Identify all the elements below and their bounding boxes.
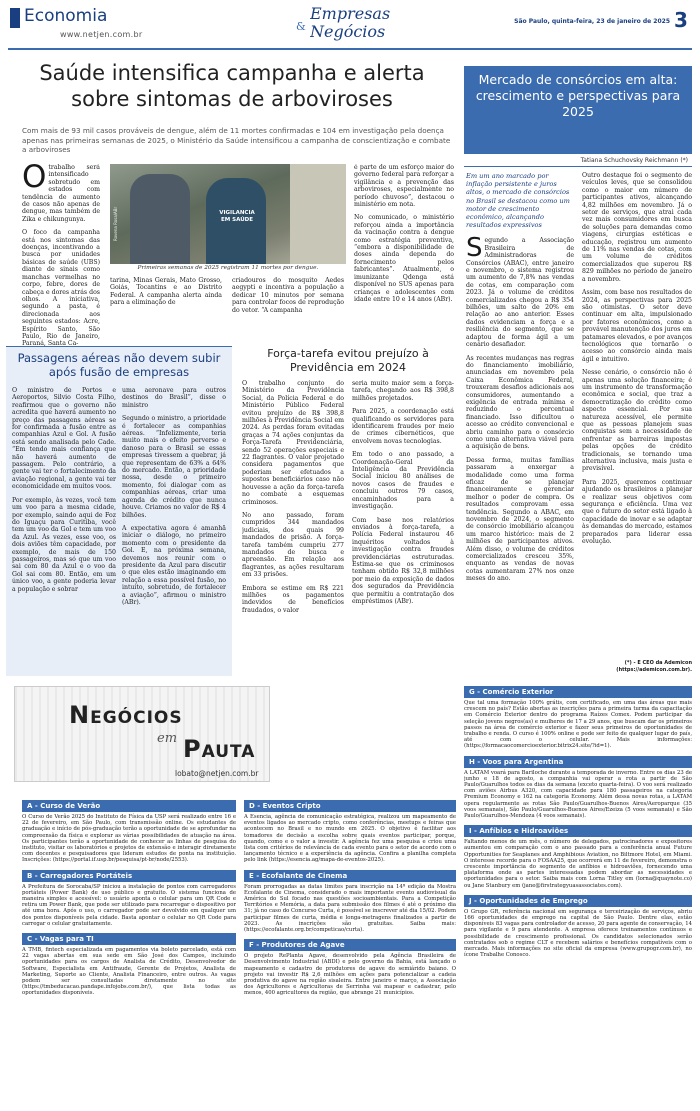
- pauta-item: [244, 800, 456, 866]
- forca-col2: [352, 380, 454, 676]
- paragraph: trabalho será intensificado sobretudo em estados com tendência de aumento de casos não apenas de dengue, mas também de Zika e chikungunya.: [22, 164, 100, 223]
- logo-top: Empresas: [310, 4, 391, 23]
- pauta-item: [244, 870, 456, 936]
- main-photo: [110, 164, 346, 264]
- pauta-logo: [14, 686, 270, 782]
- main-dropcap: O: [22, 164, 47, 195]
- passagens-title: Passagens aéreas não devem subir após fusão de empresas: [17, 351, 221, 379]
- pauta-item: [464, 825, 692, 891]
- consorcios-title: Mercado de consórcios em alta: crescimento e perspectivas para 2025: [475, 72, 681, 119]
- header-rule: [8, 48, 692, 50]
- paragraph: O trabalho conjunto do Ministério da Previdência Social, da Polícia Federal e do Ministério Público Federal evitou prejuízo de R$ 398,8 milhões à Previdência Social em 2024. As perdas foram evitadas graças a 74 ações conjuntas da Força-Tarefa Previdenciária, sendo 52 operações especiais e 22 flagrantes. O valor projetado considera pagamentos que poderiam ser efetuados a supostos beneficiários caso não houvesse a ação da força-tarefa no combate a esquemas criminosos.: [242, 380, 344, 506]
- forca-col1: [242, 380, 344, 676]
- pauta-logo-line1: Negócios: [69, 701, 183, 729]
- consorcios-author: Tatiana Schuchovsky Reichmann (*): [464, 157, 692, 167]
- passagens-col2: [122, 387, 226, 675]
- pauta-item-body: A TMB, fintech especializada em pagamentos via boleto parcelado, está com 22 vagas abertas em sua sede em São José dos Campos, incluindo oportunidades para os cargos de Analista de Crédito, Desenvolvedor de Software, Especialista em Antifraude, Gerente de Projetos, Analista de Marketing, Suporte ao Cliente, Analista Financeiro, entre outros. As vagas podem ser consultadas diretamente no site (https://tmbeducacao.pandape.infojobs.com.br/), que lista todas as oportunidades disponíveis.: [22, 947, 236, 997]
- main-col2: [110, 277, 222, 337]
- pauta-item-head: F - Produtores de Agave: [244, 939, 456, 951]
- main-headline: Saúde intensifica campanha e alerta sobre sintomas de arboviroses: [39, 61, 425, 111]
- pauta-item-head: B - Carregadores Portáteis: [22, 870, 236, 882]
- pauta-item-body: O Curso de Verão 2025 do Instituto de Física da USP será realizado entre 16 e 22 de fevereiro, em São Paulo, com transmissão online. Os estudantes de graduação e início de pós-graduação terão a oportunidade de se aprofundar na compreensão da física e explorar as várias possibilidades de atuação na área. Os participantes terão a oportunidade de conhecer as linhas de pesquisa do instituto, visitar os laboratórios e projetos de extensão e interagir diretamente com docentes e pesquisadores que lideram estudos de ponta na instituição. Inscrições: (https://portal.if.usp.br/pesquisa/pt-br/node/2553).: [22, 814, 236, 864]
- paragraph: é parte de um esforço maior do governo federal para reforçar a vigilância e a prevenção das arboviroses, especialmente no período chuvoso”, destacou o ministério em nota.: [354, 164, 454, 209]
- photo-wall: [290, 164, 346, 264]
- pauta-col-right: [464, 686, 692, 1106]
- consorcios-body1: [466, 233, 574, 583]
- photo-figure: [130, 174, 190, 264]
- pauta-item-head: H - Voos para Argentina: [464, 756, 692, 768]
- pauta-email[interactable]: lobato@netjen.com.br: [175, 769, 259, 778]
- forca-title: Força-tarefa evitou prejuízo à Previdência em 2024: [267, 347, 429, 374]
- consorcios-col2: [582, 172, 692, 652]
- pauta-item: [244, 939, 456, 998]
- footnote-ceo: (*) - É CEO da Ademicon: [624, 660, 692, 666]
- paragraph: Dessa forma, muitas famílias passaram a enxergar a modalidade como uma forma eficaz de se planejar financeiramente e gerenciar melhor o poder de compra. Os resultados comprovam essa tendência. Segundo a ABAC, em novembro de 2024, o segmento de consórcio imobiliário alcançou um marco histórico: mais de 2 milhões de participantes ativos. Além disso, o volume de créditos comercializados cresceu 35%, enquanto as vendas de novas cotas aumentaram 27% nos onze meses do ano.: [466, 456, 574, 583]
- paragraph: Assim, com base nos resultados de 2024, as perspectivas para 2025 são otimistas. O setor deve continuar em alta, impulsionado por fatores econômicos, como a provável manutenção dos juros em patamares elevados, e por avanços tecnológicos que tornarão o acesso ao consórcio ainda mais ágil e intuitivo.: [582, 289, 692, 363]
- pauta-item-head: C - Vagas para TI: [22, 933, 236, 945]
- paragraph: O foco da campanha está nos sintomas das doenças, incentivando a busca por unidades básicas de saúde (UBS) diante de sinais como manchas vermelhas no corpo, febre, dores de cabeça e dores atrás dos olhos. A iniciativa, segundo a pasta, é direcionada aos seguintes estados: Acre, Espírito Santo, São Paulo, Rio de Janeiro, Paraná, Santa Ca-: [22, 229, 100, 346]
- pauta-item-head: E - Ecofalante de Cinema: [244, 870, 456, 882]
- paragraph: Em todo o ano passado, a Coordenação-Geral da Inteligência da Previdência Social iniciou 80 análises de novos casos de fraudes e concluiu outros 79 casos, encaminhados para a investigação.: [352, 451, 454, 511]
- passagens-col1: [12, 387, 116, 675]
- page-number: 3: [674, 8, 688, 32]
- site-url[interactable]: www.netjen.com.br: [60, 30, 143, 39]
- pauta-item-head: D - Eventos Cripto: [244, 800, 456, 812]
- pauta-item-body: Faltando menos de um mês, o número de delegados, patrocinadores e expositores aumentou em comparação com o ano passado para a conferência anual Future Opportunities for Seaplanes and Amphibious Aviation, no Biltmore Hotel, em Miami. O interesse recorde para o FOSAA25, que ocorrerá em 11 de fevereiro, demonstra o crescente importância do segmento de anfíbios e hidroaviões, fornecendo uma plataforma onde as partes interessadas podem abordar as necessidades e oportunidades para o setor. Saiba mais com Lorna Titley em (lorna@quaynote.co) ou Jane Stanbury em (jane@firstrategyuasassociates.com).: [464, 839, 692, 889]
- consorcios-col1: [466, 172, 574, 680]
- main-col1: [22, 164, 100, 346]
- logo-bottom: Negócios: [310, 22, 386, 41]
- pauta-item-body: A LATAM voará para Bariloche durante a temporada de inverno. Entre os dias 23 de junho e 18 de agosto, a companhia vai operar a rota a partir de São Paulo/Guarulhos todos os dias da semana (exceto quarta-feira). O voo será realizado com aviões Airbus A320, com capacidade para 180 passageiros na categoria Premium Economy e 162 na categoria Economy. Além dessa novas rotas, a LATAM opera regularmente as rotas São Paulo/Guarulhos-Buenos Aires/Aeroparque (35 voos semanais), São Paulo/Guarulhos-Buenos Aires/Ezeiza (5 voos semanais) e São Paulo/Guarulhos-Mendoza (4 voos semanais).: [464, 769, 692, 820]
- pauta-logo-line2: em: [157, 731, 178, 746]
- pauta-item-head: A - Curso de Verão: [22, 800, 236, 812]
- paragraph: A expectativa agora é amanhã iniciar o diálogo, no primeiro momento com o presidente da Gol. E, na próxima semana, devemos nos reunir com o presidente da Azul para discutir o que eles estão imaginando em relação a essa possível fusão, no intuito, sobretudo, de fortalecer a aviação”, afirmou o ministro (ABr).: [122, 524, 226, 606]
- pauta-item-head: I - Anfíbios e Hidroaviões: [464, 825, 692, 837]
- paragraph: Com base nos relatórios enviados à força-tarefa, a Polícia Federal instaurou 46 inquéritos voltados à investigação contra fraudes previdenciárias estruturadas. Estima-se que os criminosos tenham obtido R$ 32,8 milhões por meio da exposição de dados dos segurados da Previdência que permitiu a contratação dos empréstimos (ABr).: [352, 516, 454, 605]
- paragraph: Segundo o ministro, a prioridade é fortalecer as companhias aéreas. “Infelizmente, teria muito mais o efeito perverso e danoso para o Brasil se essas empresas tivessem a quebrar, já que representam de 63% a 64% do mercado. Então, a prioridade nossa, desde o primeiro momento, foi dialogar com as companhias aéreas, criar uma agenda de crédito que nunca houve. Criamos no valor de R$ 4 bilhões.: [122, 415, 226, 519]
- footnote-url[interactable]: (https://ademicon.com.br).: [616, 667, 692, 673]
- page-header: [0, 0, 700, 52]
- pauta-item-body: Foram prorrogadas as datas limites para inscrição na 14ª edição da Mostra Ecofalante de Cinema, considerado o mais importante evento audiovisual da América do Sul focado nas questões socioambientais. Para a Competição Territórios e Memória, a data para submissão dos filmes é até o próximo dia 31; já no caso do Concurso Curta, é possível se inscrever até dia 15/02. Podem participar filmes de curta, média e longa-metragens finalizados a partir de 2023. As inscrições são gratuitas. Saiba mais: (https://ecofalante.org.br/competicao/curta).: [244, 883, 456, 934]
- paragraph: Por exemplo, às vezes, você tem um voo para a mesma cidade, por exemplo, saindo aqui de Foz do Iguaçu para Curitiba, você tem um voo da Gol e tem um voo da Azul. Às vezes, esse voo, os dois aviões têm capacidade, por exemplo, de mais de 150 passageiros, mas só que um voo sai com 80 da Azul e o voo da Gol sai com 80. Então, em um único voo, a gente poderia levar a população e sobrar: [12, 496, 116, 593]
- pauta-item-body: A Prefeitura de Sorocaba/SP iniciou a instalação de pontos com carregadores portáteis (Power Bank) de uso público e gratuito. O sistema funciona de maneira simples e acessível: o usuário aponta o celular para um QR Code e retira um Power Bank, que pode ser utilizado para recarregar o dispositivo por até uma hora. Após o uso, o carregador pode ser devolvido em qualquer um dos pontos disponíveis pela cidade. Basta apontar o celular no QR Code para carregar o celular gratuitamente.: [22, 883, 236, 927]
- pauta-item: [22, 933, 236, 999]
- issue-date: São Paulo, quinta-feira, 23 de janeiro de 2025: [514, 18, 670, 25]
- pauta-col-mid: [244, 800, 456, 1106]
- paragraph: criadouros do mosquito Aedes aegypti e incentiva a população a dedicar 10 minutos por semana para controlar focos de reprodução do vetor. “A campanha: [232, 277, 344, 314]
- main-col3: [232, 277, 344, 337]
- consorcios-footnote: [582, 660, 692, 678]
- paragraph: uma aeronave para outros destinos do Brasil”, disse o ministro: [122, 387, 226, 409]
- paragraph: tarina, Minas Gerais, Mato Grosso, Goiás, Tocantins e ao Distrito Federal. A campanha alerta ainda para a eliminação de: [110, 277, 222, 307]
- pauta-item-body: Que tal uma formação 100% grátis, com certificado, em uma das áreas que mais crescem no país? Estão abertas as inscrições para a primeira turma da capacitação em Comércio Exterior dentro do programa Raízes Comex. Podem participar da seleção jovens negros(as) e mulheres de 17 a 29 anos, que buscam dar os primeiros passos na área de comércio exterior e fazer seus primeiros de oportunidades de trabalho e renda. O curso é 100% online e pode ser feito de qualquer lugar do país, até com o celular. Mais informações: (https://formacaocomercioexterior.bitrix24.site/?id=1).: [464, 700, 692, 750]
- paragraph: No ano passado, foram cumpridos 344 mandados judiciais, dos quais 99 mandados de prisão. A força-tarefa também cumpriu 277 mandados de busca e apreensão. Em relação aos flagrantes, as ações resultaram em 33 prisões.: [242, 511, 344, 579]
- paragraph: As recentes mudanças nas regras do financiamento imobiliário, anunciadas em novembro pela Caixa Econômica Federal, trouxeram desafios adicionais aos consumidores, aumentando a exigência de entrada mínima e reduzindo o percentual financiado. Isso dificultou o acesso ao crédito convencional e abriu caminho para o consórcio como uma alternativa viável para a aquisição de bens.: [466, 354, 574, 451]
- section-name: Economia: [24, 6, 108, 26]
- consorcios-dropcap: S: [466, 233, 483, 264]
- pauta-item: [22, 870, 236, 929]
- logo: [296, 4, 426, 48]
- paragraph: O ministro de Portos e Aeroportos, Silvio Costa Filho, reafirmou que o governo não acredita que haverá aumento no preço das passagens aéreas se for confirmada a fusão entre as companhias Azul e Gol. A fusão está sendo analisada pelo Cade. “Em tendo mais confiança que não haverá aumento de passagem. Pelo contrário, a gente vai ter o fortalecimento da aviação regional, a gente vai ter economicidade em muitos voos.: [12, 387, 116, 491]
- pauta-item: [22, 800, 236, 866]
- pauta-item-head: J - Oportunidades de Emprego: [464, 895, 692, 907]
- paragraph: Embora se estime em R$ 221 milhões os pagamentos indevidos de benefícios fraudados, o valor: [242, 584, 344, 614]
- paragraph: Para 2025, queremos continuar ajudando os brasileiros a planejar e realizar seus objetivos com segurança e eficiência. Uma vez que o futuro do setor está ligado à capacidade de inovar e se adaptar às demandas do mercado, estamos preparados para liderar essa evolução.: [582, 478, 692, 546]
- logo-amp: &: [296, 20, 306, 33]
- photo-credit: Rovena Rosa/ABr: [113, 206, 118, 241]
- pauta-item-body: A Esencia, agência de comunicação estratégica, realizou um mapeamento de eventos ligados ao mercado cripto, como conferências, meetups e feiras que acontecem no Brasil e no mundo em 2025. O objetivo é facilitar aos tomadores de decisão a escolha sobre quais eventos participar, porque, quando, como e o valor a investir. A agência fez uma pesquisa e criou uma lista com critérios de relevância de cada evento para o setor de acordo com o lançamento técnico e a experiência da agência. Confira a planilha completa pelo link (https://esencia.ag/mapa-de-eventos-2025).: [244, 814, 456, 864]
- pauta-logo-line3: Pauta: [183, 735, 256, 763]
- paragraph: Nesse cenário, o consórcio não é apenas uma solução financeira; é um instrumento de transformação econômica e social, que traz a democratização do crédito como aspecto essencial. Por sua natureza acessível, ele permite que as pessoas planejem suas conquistas sem a necessidade de enfrentar as barreiras impostas pelas opções de crédito tradicionais, se tornando uma alternativa inclusiva, mais justa e previsível.: [582, 369, 692, 473]
- pauta-item: [464, 756, 692, 822]
- pauta-item-head: G - Comércio Exterior: [464, 686, 692, 698]
- paragraph: No comunicado, o ministério reforçou ainda a importância da vacinação contra a dengue como estratégia preventiva, “embora a disponibilidade de doses ainda dependa do fornecimento pelos fabricantes”. Atualmente, o imunizante Qdenga está disponível no SUS apenas para crianças e adolescentes com idade entre 10 e 14 anos (ABr).: [354, 214, 454, 303]
- main-col4: [354, 164, 454, 344]
- main-lead: Com mais de 93 mil casos prováveis de dengue, além de 11 mortes confirmadas e 104 em investigação pela doença apenas nas primeiras semanas de 2025, o Ministério da Saúde intensificou a campanha de conscientização e combate a arboviroses: [22, 126, 451, 155]
- photo-caption: Primeiras semanas de 2025 registram 11 mortes por dengue.: [137, 265, 319, 271]
- passagens-box: [6, 346, 232, 676]
- pauta-item: [464, 895, 692, 961]
- consorcios-header: [464, 66, 692, 154]
- paragraph: Outro destaque foi o segmento de veículos leves, que se consolidou como o maior em número de participantes ativos, alcançando 4,82 milhões em novembro. Já o setor de serviços, que atrai cada vez mais consumidores em busca de soluções para demandas como viagens, cirurgias estéticas e educação, registrou um aumento de 11% nas vendas de cotas, com um volume de créditos comercializados que superou R$ 829 milhões no período de janeiro a novembro.: [582, 172, 692, 283]
- pauta-item-body: O projeto RePlanta Agave, desenvolvido pela Agência Brasileira de Desenvolvimento Industrial (ABDI) e pelo governo da Bahia, está lançado o mapeamento e cadastro de produtores de agave do semiárido baiano. O projeto vai investir R$ 2,6 milhões em ações para potencializar a cadeia produtiva do agave na região sisaleira. Entre janeiro e março, a Associação dos Agricultores e Agricultoras de Serrinha vai mapear e cadastrar, pelo menos, 400 agricultores da região, que abrange 21 municípios.: [244, 953, 456, 997]
- pauta-item: [464, 686, 692, 752]
- paragraph: egundo a Associação Brasileira de Administradoras de Consórcios (ABAC), entre janeiro e novembro, o sistema registrou um aumento de 7,8% nas vendas de cotas, em comparação com 2023. Já o volume de créditos comercializados chegou a R$ 354 bilhões, um salto de 20% em relação ao ano anterior. Esses dados evidenciam a força e a resiliência do segmento, que se adaptou de forma ágil a um cenário desafiador.: [466, 237, 574, 349]
- pauta-item-body: O Grupo GR, referência nacional em segurança e terceirização de serviços, abriu 166 oportunidades de emprego na capital de São Paulo. Dentre elas, estão disponíveis 83 vagas para controlador de acesso, 20 para agente de conservação, 14 para vigilante e 9 para atendente. A empresa oferece treinamentos contínuos e possibilidade de crescimento profissional. Os candidatos selecionados serão contratados sob o regime CLT e recebem salários e benefícios compatíveis com o mercado. Mais informações no site oficial da empresa (www.grupogr.com.br), no ícone Trabalhe Conosco.: [464, 908, 692, 959]
- paragraph: Para 2025, a coordenação está qualificando os servidores para identificarem fraudes por meio de crimes cibernéticos, que envolvem novas tecnologias.: [352, 408, 454, 445]
- consorcios-intro: Em um ano marcado por inflação persistente e juros altos, o mercado de consórcios no Brasil se destacou como um motor de crescimento econômico, alcançando resultados expressivos: [466, 172, 570, 230]
- section-marker: [10, 8, 20, 28]
- vest-text: VIGILÂNCIA EM SAÚDE: [219, 210, 255, 223]
- pauta-col-left: [22, 800, 236, 1106]
- paragraph: seria muito maior sem a força-tarefa, chegando aos R$ 398,8 milhões projetados.: [352, 380, 454, 402]
